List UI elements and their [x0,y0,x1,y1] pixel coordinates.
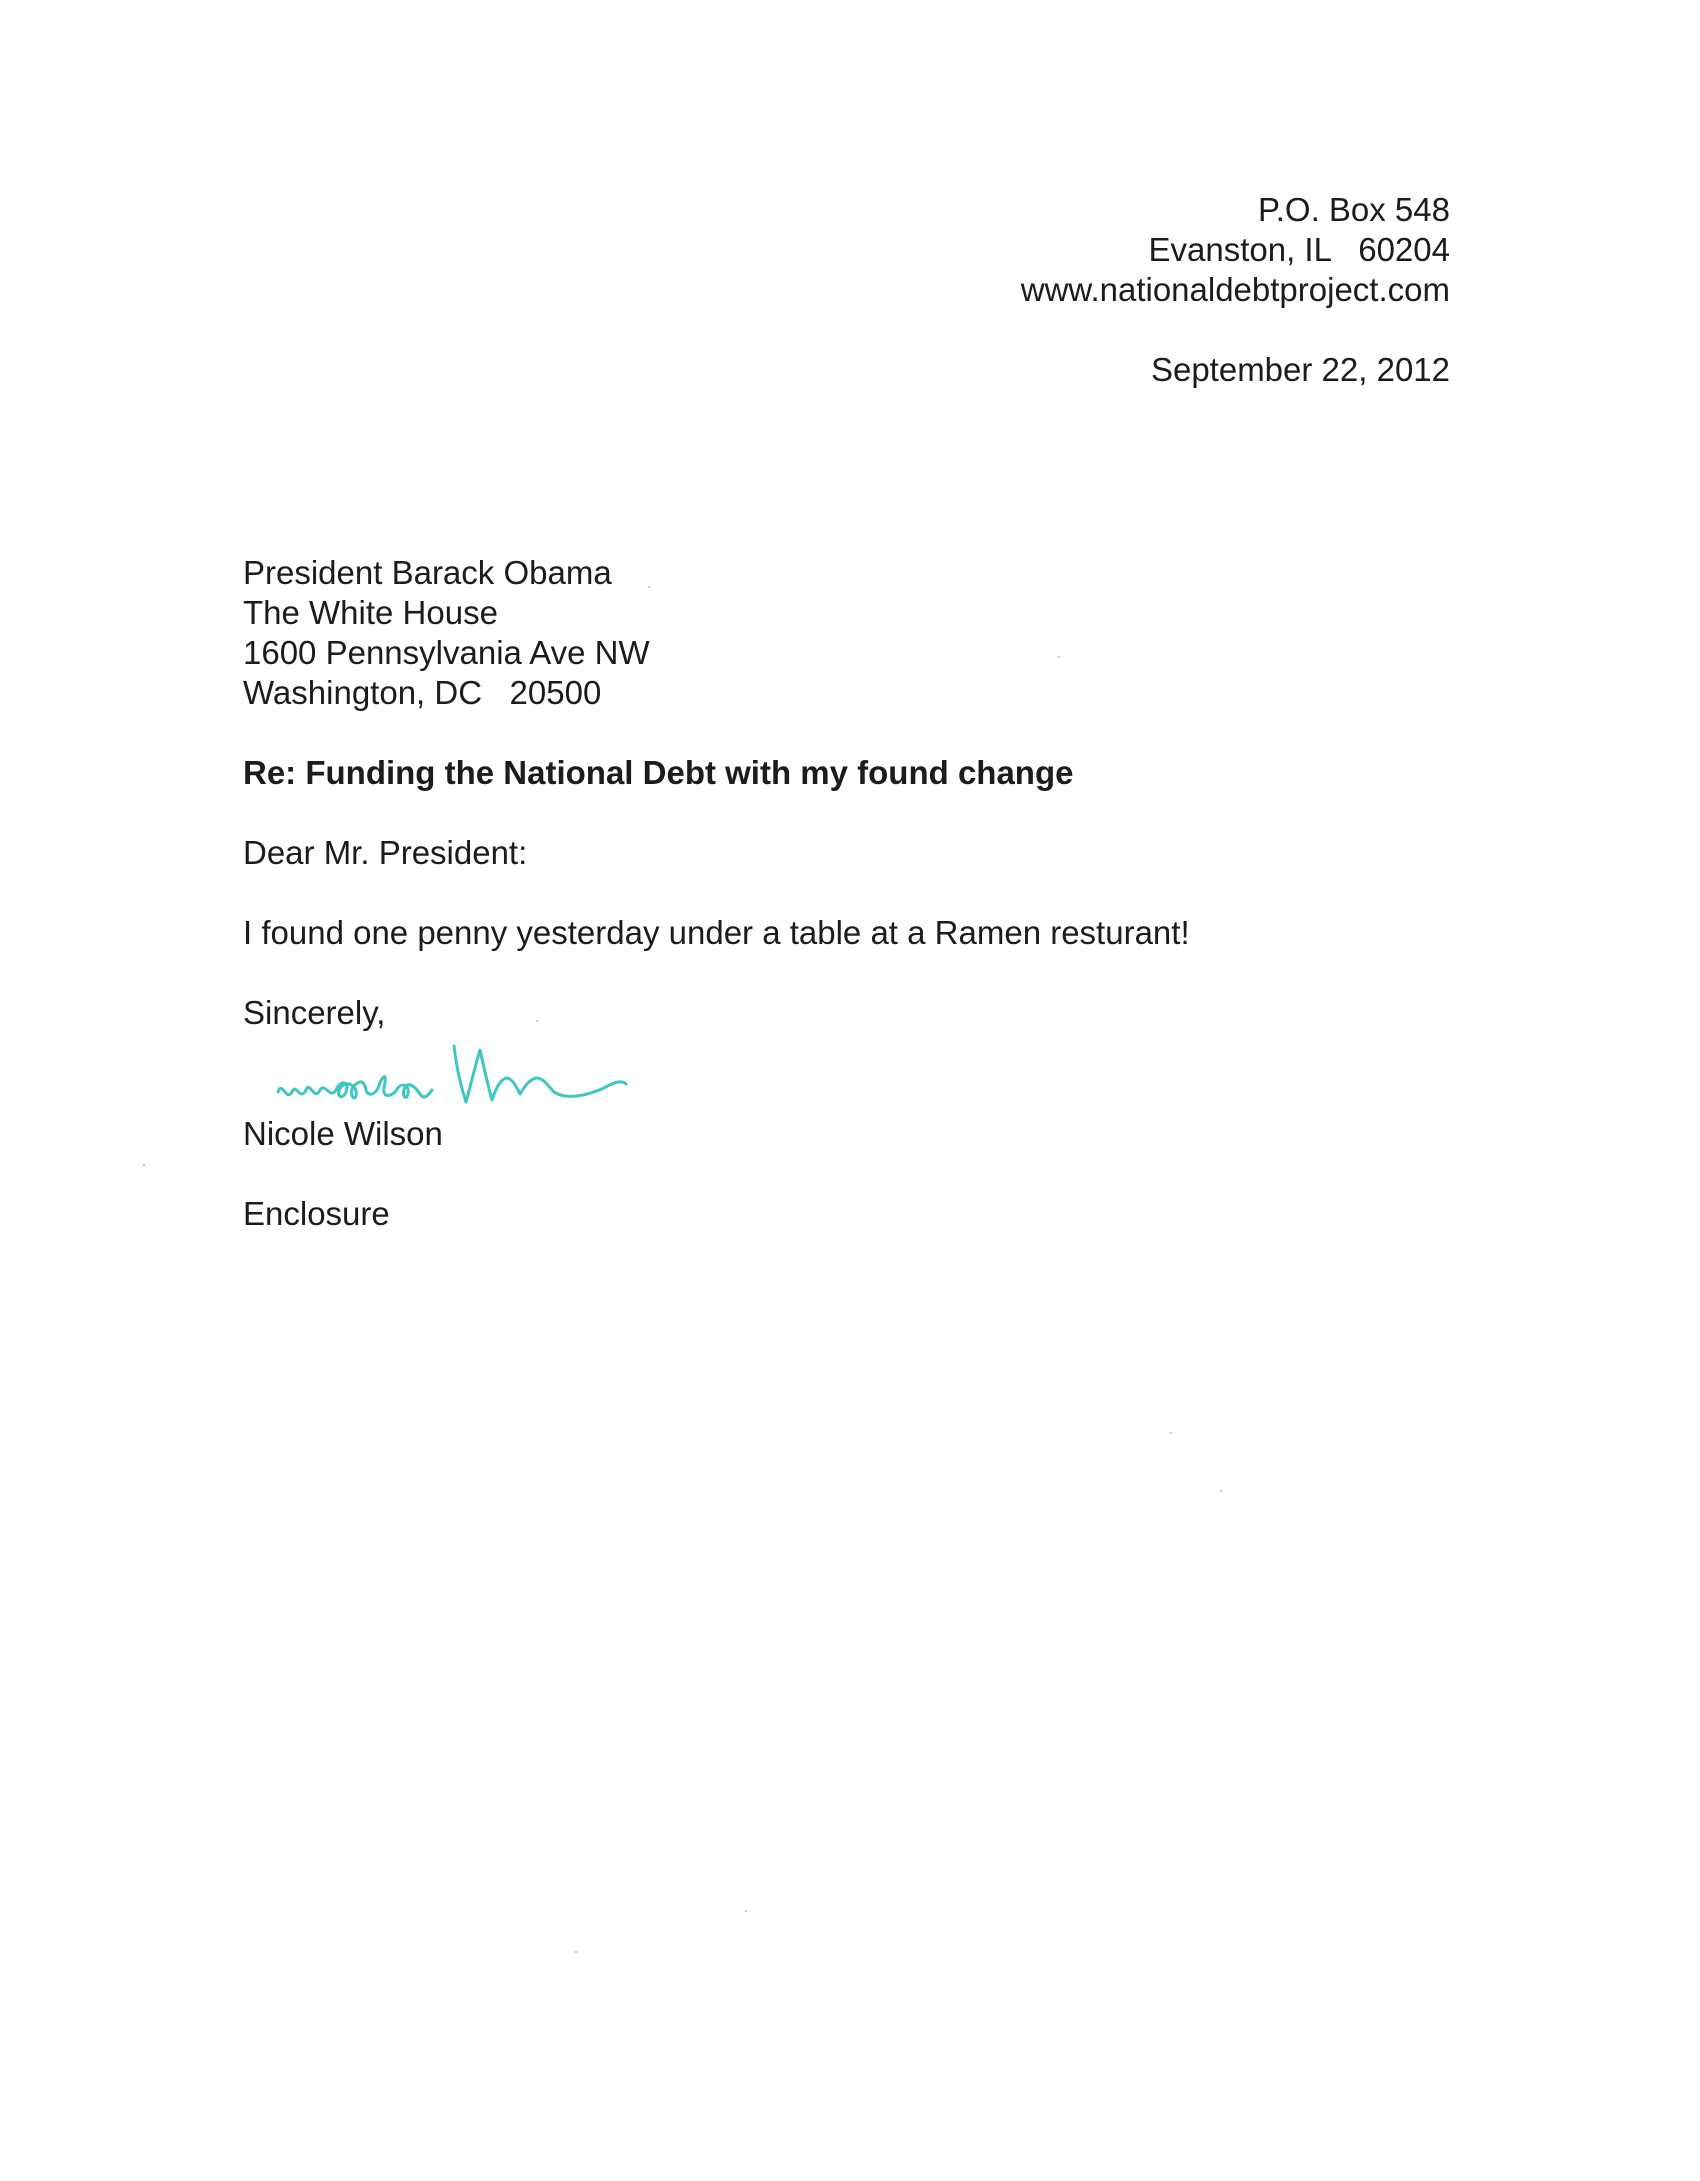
scan-speck [143,1164,145,1166]
scan-speck [648,586,650,588]
scan-speck [1220,1490,1222,1492]
recipient-address-block [243,553,650,713]
recipient-city-state-zip: Washington, DC 20500 [243,674,602,711]
closing: Sincerely, [243,994,386,1031]
handwritten-signature [270,1030,630,1120]
sender-po-box: P.O. Box 548 [1257,191,1450,228]
enclosure-note: Enclosure [243,1195,390,1232]
letter-body: I found one penny yesterday under a table at a Ramen resturant! [243,914,1190,951]
sender-address-block [1021,190,1450,310]
signature-stroke [466,1050,626,1102]
scan-speck [1170,1432,1172,1434]
recipient-name: President Barack Obama [243,554,612,591]
recipient-organization: The White House [243,594,498,631]
scan-speck [536,1020,538,1022]
signer-name: Nicole Wilson [243,1115,443,1152]
scan-speck [575,1951,577,1953]
letter-date: September 22, 2012 [1150,351,1450,388]
salutation: Dear Mr. President: [243,834,528,871]
sender-city-state-zip: Evanston, IL 60204 [1148,231,1450,268]
sender-website: www.nationaldebtproject.com [1020,271,1450,308]
recipient-street: 1600 Pennsylvania Ave NW [243,634,650,671]
scan-speck [1058,656,1060,658]
scan-speck [745,1910,747,1912]
signature-stroke [278,1077,432,1098]
signature-stroke [454,1046,466,1102]
subject-line: Re: Funding the National Debt with my found change [243,754,1074,791]
